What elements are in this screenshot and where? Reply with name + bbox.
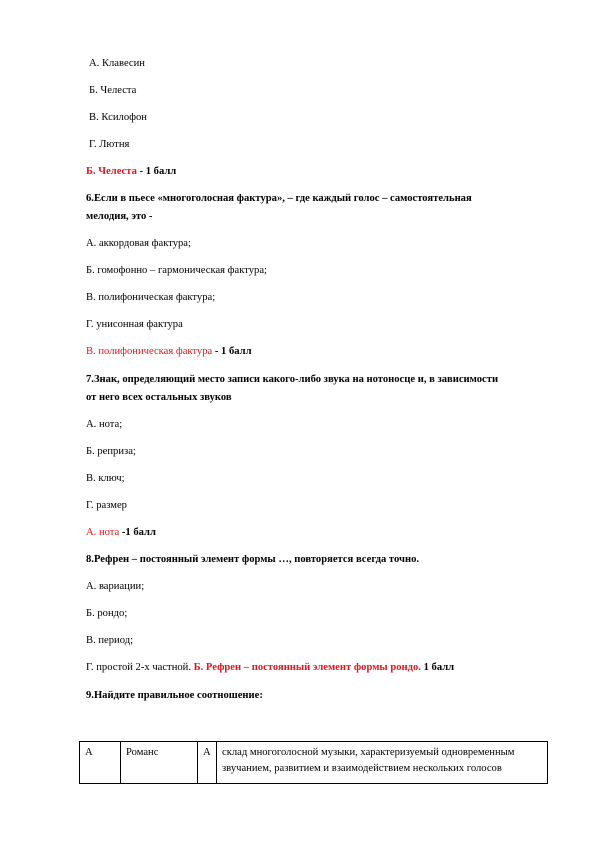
definition-letter-cell: А (198, 742, 217, 784)
q7-option-d: Г. размер (86, 500, 127, 511)
q9-question: 9.Найдите правильное соотношение: (86, 690, 263, 701)
q8-option-a: А. вариации; (86, 581, 145, 592)
q8-answer-score: 1 балл (420, 662, 455, 673)
q7-question-line2: от него всех остальных звуков (86, 392, 232, 403)
table-row (80, 742, 548, 784)
definition-cell (217, 742, 548, 784)
q5-option-c: В. Ксилофон (89, 112, 147, 123)
term-cell: Романс (121, 742, 198, 784)
q7-option-c: В. ключ; (86, 473, 125, 484)
q8-answer-text: Б. Рефрен – постоянный элемент формы рондо. (193, 662, 421, 673)
q6-answer-text: В. полифоническая фактура (86, 346, 213, 357)
q6-answer-score: - 1 балл (212, 346, 252, 357)
q8-option-d: Г. простой 2-х частной. (86, 662, 194, 673)
q7-answer-text: А. нота (86, 527, 120, 538)
q7-answer (86, 526, 156, 539)
definition-line2: звучанием, развитием и взаимодействием нескольких голосов (222, 763, 502, 774)
q8-option-d-with-answer (86, 661, 454, 674)
q5-option-a: А. Клавесин (89, 58, 145, 69)
q5-answer-text: Б. Челеста (86, 166, 137, 177)
q5-option-b: Б. Челеста (89, 85, 137, 96)
q7-answer-score: -1 балл (119, 527, 156, 538)
q6-option-d: Г. унисонная фактура (86, 319, 183, 330)
q6-option-b: Б. гомофонно – гармоническая фактура; (86, 265, 267, 276)
q5-option-d: Г. Лютня (89, 139, 130, 150)
definition-line1: склад многоголосной музыки, характеризуемый одновременным (222, 747, 515, 758)
q7-option-b: Б. реприза; (86, 446, 136, 457)
q8-question: 8.Рефрен – постоянный элемент формы …, повторяется всегда точно. (86, 554, 420, 565)
q5-answer (86, 165, 176, 178)
matching-table (79, 741, 548, 784)
q6-option-a: А. аккордовая фактура; (86, 238, 191, 249)
q8-option-b: Б. рондо; (86, 608, 128, 619)
row-letter-cell: А (80, 742, 121, 784)
q5-answer-score: - 1 балл (136, 166, 177, 177)
q6-question-line1: 6.Если в пьесе «многоголосная фактура», – где каждый голос – самостоятельная (86, 193, 472, 204)
q6-option-c: В. полифоническая фактура; (86, 292, 216, 303)
q6-question-line2: мелодия, это - (86, 211, 153, 222)
q6-answer (86, 345, 252, 358)
q7-question-line1: 7.Знак, определяющий место записи какого-либо звука на нотоносце и, в зависимости (86, 374, 499, 385)
q8-option-c: В. период; (86, 635, 134, 646)
q7-option-a: А. нота; (86, 419, 123, 430)
